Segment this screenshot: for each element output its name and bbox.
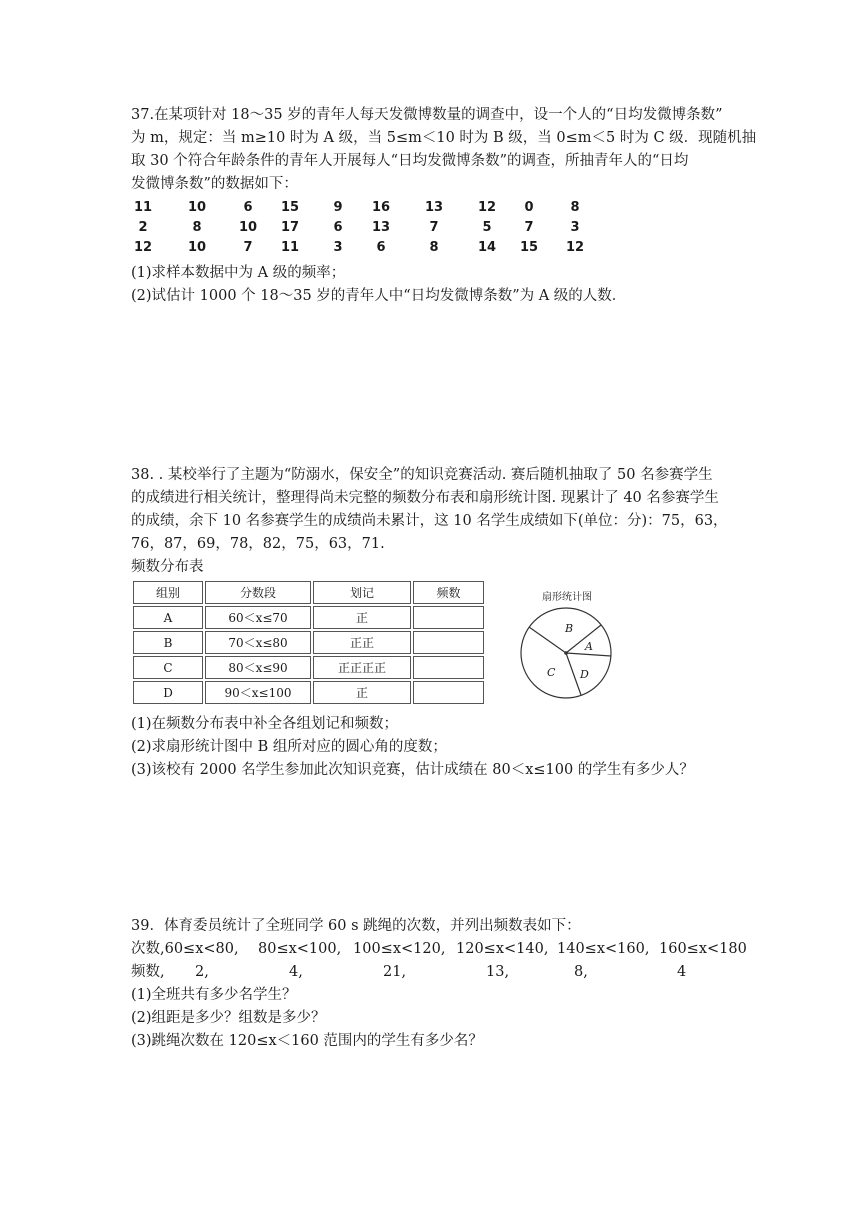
q39-header-cell: 160≤x<180	[659, 941, 747, 957]
q38-stem	[131, 464, 731, 579]
data-cell: 6	[243, 200, 253, 215]
pie-divider	[566, 653, 611, 656]
data-cell: 3	[570, 220, 580, 235]
q38-line: 的成绩进行相关统计，整理得尚未完整的频数分布表和扇形统计图. 现累计了 40 名参赛学生	[131, 490, 719, 506]
q37-line: 37.在某项针对 18～35 岁的青年人每天发微博数量的调查中，设一个人的“日均发微博条数”	[131, 107, 723, 123]
data-cell: 12	[133, 240, 153, 255]
q37-subquestions	[131, 262, 731, 308]
q38-sub-1: (1)在频数分布表中补全各组划记和频数；	[131, 716, 399, 732]
q39-freq-cell: 13,	[486, 964, 510, 980]
q39-freq-cell: 频数,	[131, 964, 165, 980]
pie-title: 扇形统计图	[542, 592, 592, 603]
q39-sub-3: (3)跳绳次数在 120≤x＜160 范围内的学生有多少名？	[131, 1033, 483, 1049]
q39-freq-cell: 8,	[574, 964, 588, 980]
table-row	[133, 656, 484, 679]
pie-divider	[529, 627, 566, 653]
table-cell: 60＜x≤70	[205, 606, 311, 629]
data-cell: 7	[429, 220, 439, 235]
frequency-table	[131, 579, 486, 706]
data-cell: 7	[243, 240, 253, 255]
data-cell: 12	[565, 240, 585, 255]
table-row	[133, 681, 484, 704]
q39-row-counts	[131, 938, 751, 961]
data-cell: 14	[477, 240, 497, 255]
table-cell: D	[133, 681, 203, 704]
table-cell: 正正正正	[313, 656, 411, 679]
q37-sub-2: (2)试估计 1000 个 18～35 岁的青年人中“日均发微博条数”为 A 级的人数．	[131, 288, 627, 304]
q39-header-cell: 120≤x<140,	[456, 941, 549, 957]
data-cell: 8	[192, 220, 202, 235]
q39-intro: 39．体育委员统计了全班同学 60 s 跳绳的次数，并列出频数表如下：	[131, 918, 581, 934]
q39-freq-cell: 21,	[383, 964, 407, 980]
data-cell: 11	[280, 240, 300, 255]
pie-label-d: D	[580, 668, 589, 681]
q39-sub-1: (1)全班共有多少名学生？	[131, 987, 297, 1003]
table-header-cell: 组别	[133, 581, 203, 604]
table-title: 频数分布表	[131, 559, 204, 575]
data-cell: 15	[519, 240, 539, 255]
q39-freq-cell: 4	[677, 964, 687, 980]
q39-block	[131, 915, 751, 1053]
data-cell: 0	[524, 200, 534, 215]
table-cell: 80＜x≤90	[205, 656, 311, 679]
table-cell	[413, 606, 484, 629]
table-cell: 正正	[313, 631, 411, 654]
q39-freq-cell: 4,	[289, 964, 303, 980]
table-row	[133, 631, 484, 654]
q37-stem	[131, 104, 757, 196]
table-cell	[413, 681, 484, 704]
q37-line: 为 m，规定：当 m≥10 时为 A 级，当 5≤m＜10 时为 B 级，当 0≤m＜5 时为 C 级．现随机抽	[131, 130, 757, 146]
data-cell: 6	[376, 240, 386, 255]
data-cell: 13	[371, 220, 391, 235]
table-cell: 正	[313, 681, 411, 704]
data-cell: 15	[280, 200, 300, 215]
q39-freq-cell: 2,	[195, 964, 209, 980]
q39-header-cell: 次数,60≤x<80,	[131, 941, 239, 957]
q37-line: 取 30 个符合年龄条件的青年人开展每人“日均发微博条数”的调查，所抽青年人的“日均	[131, 153, 689, 169]
data-cell: 2	[138, 220, 148, 235]
q38-line: 38. . 某校举行了主题为“防溺水，保安全”的知识竞赛活动. 赛后随机抽取了 50 名参赛学生	[131, 467, 713, 483]
data-cell: 16	[371, 200, 391, 215]
table-header-cell: 分数段	[205, 581, 311, 604]
table-cell: C	[133, 656, 203, 679]
data-cell: 10	[187, 240, 207, 255]
data-cell: 17	[280, 220, 300, 235]
data-cell: 6	[333, 220, 343, 235]
table-row	[133, 606, 484, 629]
q37-line: 发微博条数”的数据如下：	[131, 176, 298, 192]
table-cell: A	[133, 606, 203, 629]
q39-row-frequency	[131, 961, 751, 984]
data-cell: 8	[429, 240, 439, 255]
table-cell: 90＜x≤100	[205, 681, 311, 704]
table-cell	[413, 656, 484, 679]
q38-sub-2: (2)求扇形统计图中 B 组所对应的圆心角的度数；	[131, 739, 447, 755]
data-cell: 13	[424, 200, 444, 215]
pie-center	[564, 651, 568, 655]
q38-subquestions	[131, 713, 731, 782]
q38-sub-3: (3)该校有 2000 名学生参加此次知识竞赛，估计成绩在 80＜x≤100 的学生有多少人？	[131, 762, 694, 778]
table-header-row	[133, 581, 484, 604]
q39-header-cell: 140≤x<160,	[557, 941, 650, 957]
data-cell: 7	[524, 220, 534, 235]
q37-sub-1: (1)求样本数据中为 A 级的频率；	[131, 265, 346, 281]
data-cell: 10	[238, 220, 258, 235]
data-cell: 11	[133, 200, 153, 215]
pie-divider	[566, 653, 581, 695]
table-cell: B	[133, 631, 203, 654]
q38-line: 76，87，69，78，82，75，63，71.	[131, 536, 385, 552]
data-cell: 5	[482, 220, 492, 235]
q39-sub-2: (2)组距是多少？组数是多少？	[131, 1010, 326, 1026]
data-cell: 8	[570, 200, 580, 215]
table-cell: 正	[313, 606, 411, 629]
data-cell: 3	[333, 240, 343, 255]
pie-label-c: C	[547, 666, 556, 679]
data-cell: 9	[333, 200, 343, 215]
pie-label-b: B	[565, 622, 574, 635]
table-cell: 70＜x≤80	[205, 631, 311, 654]
table-cell	[413, 631, 484, 654]
pie-label-a: A	[585, 640, 593, 653]
q39-header-cell: 80≤x<100,	[258, 941, 342, 957]
pie-chart	[512, 586, 622, 704]
table-header-cell: 频数	[413, 581, 484, 604]
table-header-cell: 划记	[313, 581, 411, 604]
data-cell: 12	[477, 200, 497, 215]
q38-line: 的成绩，余下 10 名参赛学生的成绩尚未累计，这 10 名学生成绩如下(单位：分)：75，63，	[131, 513, 728, 529]
data-cell: 10	[187, 200, 207, 215]
q39-header-cell: 100≤x<120,	[353, 941, 446, 957]
